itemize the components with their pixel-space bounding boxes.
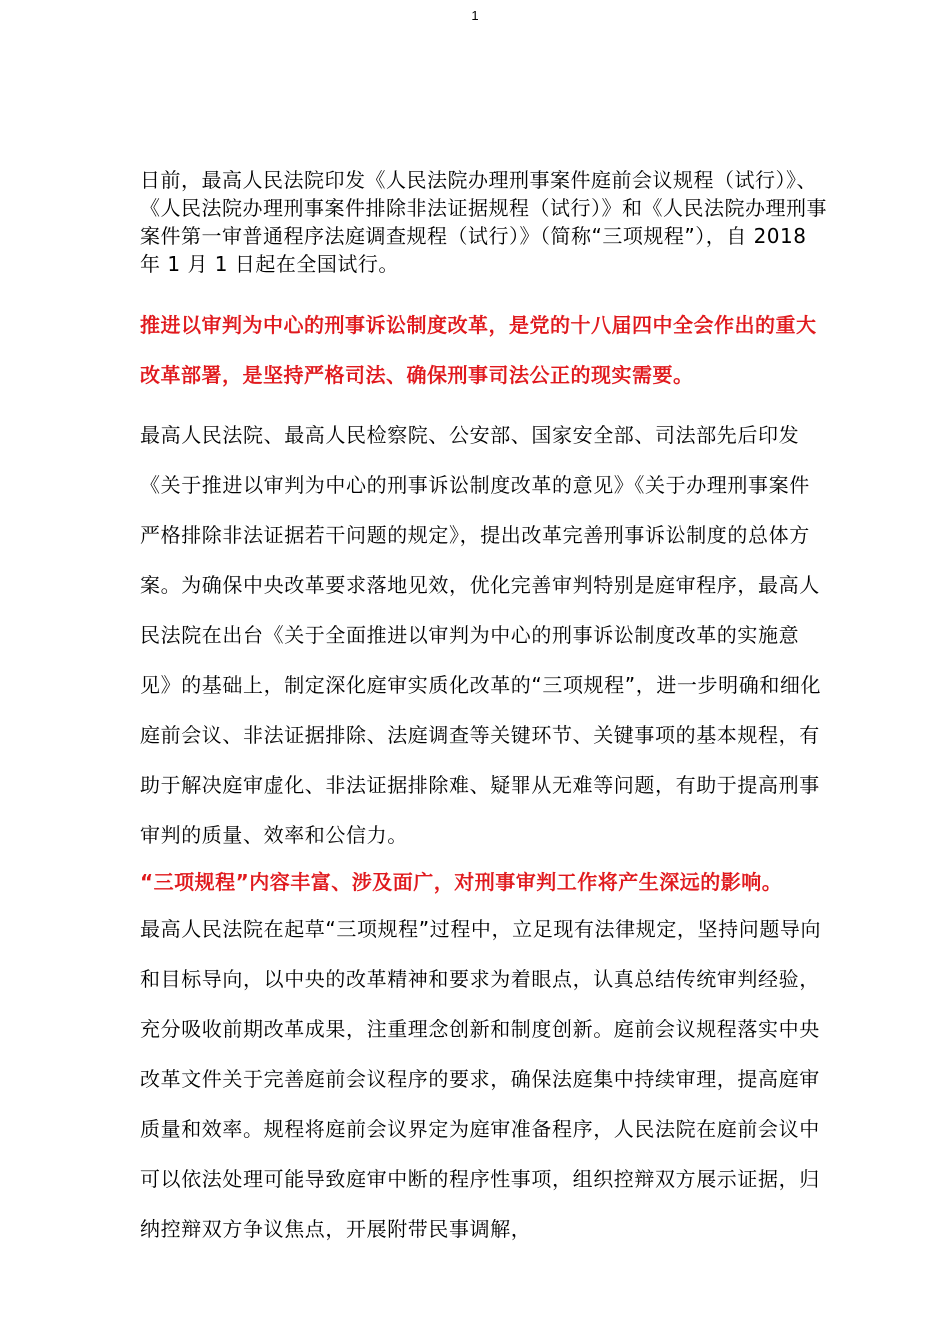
- page-number: 1: [471, 8, 479, 23]
- document-body: [140, 166, 830, 1254]
- intro-paragraph: 日前，最高人民法院印发《人民法院办理刑事案件庭前会议规程（试行）》、《人民法院办理刑事案件排除非法证据规程（试行）》和《人民法院办理刑事案件第一审普通程序法庭调查规程（试行）》（简称“三项规程”），自 2018 年 1 月 1 日起在全国试行。: [140, 168, 827, 276]
- body-paragraph-rules: 最高人民法院在起草“三项规程”过程中，立足现有法律规定，坚持问题导向和目标导向，以中央的改革精神和要求为着眼点，认真总结传统审判经验，充分吸收前期改革成果，注重理念创新和制度创新。庭前会议规程落实中央改革文件关于完善庭前会议程序的要求，确保法庭集中持续审理，提高庭审质量和效率。规程将庭前会议界定为庭审准备程序，人民法院在庭前会议中可以依法处理可能导致庭审中断的程序性事项，组织控辩双方展示证据，归纳控辩双方争议焦点，开展附带民事调解，: [140, 917, 822, 1241]
- section-heading-reform: 推进以审判为中心的刑事诉讼制度改革，是党的十八届四中全会作出的重大改革部署，是坚持严格司法、确保刑事司法公正的现实需要。: [140, 313, 817, 387]
- body-paragraph-reform: 最高人民法院、最高人民检察院、公安部、国家安全部、司法部先后印发《关于推进以审判为中心的刑事诉讼制度改革的意见》《关于办理刑事案件严格排除非法证据若干问题的规定》，提出改革完善刑事诉讼制度的总体方案。为确保中央改革要求落地见效，优化完善审判特别是庭审程序，最高人民法院在出台《关于全面推进以审判为中心的刑事诉讼制度改革的实施意见》的基础上，制定深化庭审实质化改革的“三项规程”，进一步明确和细化庭前会议、非法证据排除、法庭调查等关键环节、关键事项的基本规程，有助于解决庭审虚化、非法证据排除难、疑罪从无难等问题，有助于提高刑事审判的质量、效率和公信力。: [140, 423, 822, 847]
- section-heading-rules: “三项规程”内容丰富、涉及面广，对刑事审判工作将产生深远的影响。: [140, 870, 783, 894]
